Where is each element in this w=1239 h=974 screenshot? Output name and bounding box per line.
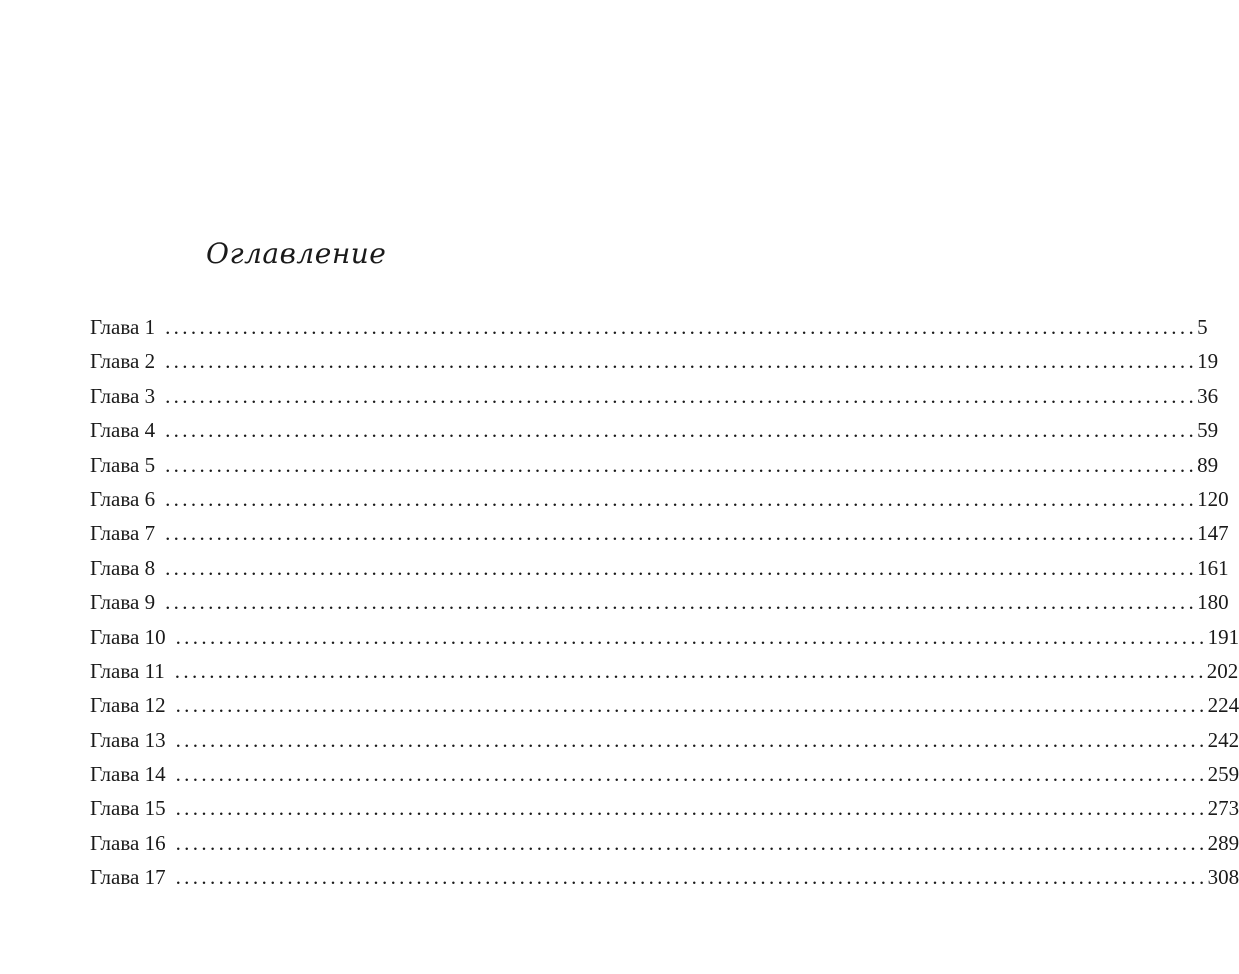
toc-entry — [90, 725, 1239, 759]
toc-entry — [90, 346, 1219, 380]
toc-entry — [90, 622, 1239, 656]
toc-entry-page: 202 — [1206, 658, 1239, 683]
toc-entry — [90, 793, 1239, 827]
toc-title: Оглавление — [206, 237, 387, 270]
toc-entry-label: Глава 2 — [90, 349, 156, 374]
toc-entry-label: Глава 11 — [90, 658, 165, 683]
toc-entry-page: 308 — [1207, 865, 1239, 890]
toc-dot-leader: ........................................................................................................................ — [175, 693, 1208, 718]
toc-dot-leader: ........................................................................................................................ — [174, 658, 1207, 683]
toc-entry — [90, 415, 1219, 449]
toc-entry-label: Глава 9 — [90, 590, 156, 615]
toc-entry-label: Глава 12 — [90, 693, 166, 718]
toc-dot-leader: ........................................................................................................................ — [165, 383, 1198, 408]
toc-dot-leader: ........................................................................................................................ — [165, 590, 1198, 615]
toc-entry — [90, 484, 1229, 518]
toc-entry — [90, 828, 1239, 862]
toc-entry — [90, 450, 1219, 484]
toc-entry-page: 191 — [1207, 624, 1239, 649]
toc-dot-leader: ........................................................................................................................ — [165, 418, 1198, 443]
toc-entry — [90, 656, 1239, 690]
toc-entry-label: Глава 1 — [90, 315, 156, 339]
toc-entry-page: 161 — [1197, 555, 1229, 580]
toc-entry-page: 259 — [1207, 762, 1239, 787]
toc-entry-label: Глава 14 — [90, 762, 166, 787]
toc-entry-label: Глава 15 — [90, 796, 166, 821]
toc-dot-leader: ........................................................................................................................ — [165, 315, 1198, 339]
toc-entry-label: Глава 3 — [90, 383, 156, 408]
toc-dot-leader: ........................................................................................................................ — [175, 796, 1208, 821]
toc-entry-label: Глава 4 — [90, 418, 156, 443]
toc-entry-page: 19 — [1197, 349, 1219, 374]
toc-entry-page: 5 — [1197, 315, 1208, 339]
toc-dot-leader: ........................................................................................................................ — [165, 486, 1198, 511]
toc-entry — [90, 312, 1208, 346]
toc-entry-page: 120 — [1197, 486, 1229, 511]
toc-entry-page: 36 — [1197, 383, 1219, 408]
toc-entry-page: 180 — [1197, 590, 1229, 615]
toc-entry-label: Глава 17 — [90, 865, 166, 890]
toc-entry-label: Глава 10 — [90, 624, 166, 649]
toc-entry-label: Глава 8 — [90, 555, 156, 580]
toc-entry — [90, 587, 1229, 621]
toc-dot-leader: ........................................................................................................................ — [175, 830, 1208, 855]
toc-entry-page: 289 — [1207, 830, 1239, 855]
toc-dot-leader: ........................................................................................................................ — [165, 349, 1198, 374]
toc-dot-leader: ........................................................................................................................ — [165, 521, 1198, 546]
toc-entry-label: Глава 7 — [90, 521, 156, 546]
toc-entry — [90, 553, 1229, 587]
toc-entry-label: Глава 16 — [90, 830, 166, 855]
toc-dot-leader: ........................................................................................................................ — [165, 452, 1198, 477]
toc-dot-leader: ........................................................................................................................ — [175, 727, 1208, 752]
toc-entry-page: 147 — [1197, 521, 1229, 546]
toc-entry-page: 89 — [1197, 452, 1219, 477]
toc-entry-label: Глава 6 — [90, 486, 156, 511]
toc-dot-leader: ........................................................................................................................ — [175, 865, 1208, 890]
toc-entry-page: 242 — [1207, 727, 1239, 752]
toc-entry-label: Глава 5 — [90, 452, 156, 477]
toc-entry-label: Глава 13 — [90, 727, 166, 752]
toc-entry — [90, 759, 1239, 793]
toc-list — [90, 312, 1239, 897]
toc-dot-leader: ........................................................................................................................ — [175, 762, 1208, 787]
toc-entry — [90, 381, 1219, 415]
toc-entry — [90, 862, 1239, 896]
toc-entry — [90, 690, 1239, 724]
toc-entry-page: 273 — [1207, 796, 1239, 821]
toc-dot-leader: ........................................................................................................................ — [175, 624, 1208, 649]
toc-entry — [90, 518, 1229, 552]
toc-entry-page: 224 — [1207, 693, 1239, 718]
toc-dot-leader: ........................................................................................................................ — [165, 555, 1198, 580]
toc-entry-page: 59 — [1197, 418, 1219, 443]
